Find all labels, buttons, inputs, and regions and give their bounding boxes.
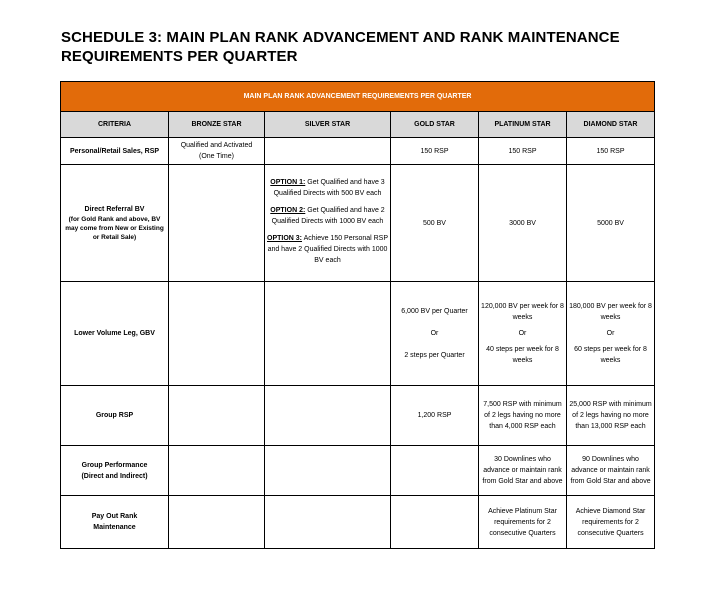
cell-group-perf-gold bbox=[391, 446, 479, 496]
header-gold-star: GOLD STAR bbox=[391, 112, 479, 138]
cell-payout-silver bbox=[265, 496, 391, 549]
criteria-lower-volume-leg: Lower Volume Leg, GBV bbox=[61, 282, 169, 386]
row-direct-referral bbox=[61, 165, 655, 282]
criteria-direct-referral-note: (for Gold Rank and above, BV may come from New or Existing or Retail Sale) bbox=[65, 216, 164, 241]
cell-lower-diamond bbox=[567, 282, 655, 386]
cell-group-rsp-diamond: 25,000 RSP with minimum of 2 legs having no more than 13,000 RSP each bbox=[567, 386, 655, 446]
criteria-group-performance bbox=[61, 446, 169, 496]
option-2-text: Get Qualified and have 2 Qualified Directs with 1000 BV each bbox=[271, 207, 385, 225]
row-payout-maintenance bbox=[61, 496, 655, 549]
cell-referral-silver bbox=[265, 165, 391, 282]
option-3-label: OPTION 3: bbox=[267, 235, 303, 242]
cell-lower-platinum bbox=[479, 282, 567, 386]
cell-personal-silver bbox=[265, 138, 391, 165]
cell-group-perf-bronze bbox=[169, 446, 265, 496]
cell-group-rsp-gold: 1,200 RSP bbox=[391, 386, 479, 446]
cell-group-perf-platinum: 30 Downlines who advance or maintain rank from Gold Star and above bbox=[479, 446, 567, 496]
header-silver-star: SILVER STAR bbox=[265, 112, 391, 138]
cell-group-rsp-silver bbox=[265, 386, 391, 446]
cell-group-rsp-platinum: 7,500 RSP with minimum of 2 legs having no more than 4,000 RSP each bbox=[479, 386, 567, 446]
cell-group-perf-diamond: 90 Downlines who advance or maintain rank from Gold Star and above bbox=[567, 446, 655, 496]
silver-option-2 bbox=[267, 205, 388, 227]
header-platinum-star: PLATINUM STAR bbox=[479, 112, 567, 138]
payout-label: Pay Out Rank bbox=[91, 513, 138, 520]
cell-referral-gold: 500 BV bbox=[391, 165, 479, 282]
header-criteria: CRITERIA bbox=[61, 112, 169, 138]
cell-payout-gold bbox=[391, 496, 479, 549]
cell-lower-silver bbox=[265, 282, 391, 386]
cell-personal-platinum: 150 RSP bbox=[479, 138, 567, 165]
requirements-table bbox=[60, 81, 655, 549]
option-1-text: Get Qualified and have 3 Qualified Directs with 500 BV each bbox=[273, 179, 385, 197]
table-banner-row bbox=[61, 82, 655, 112]
cell-referral-platinum: 3000 BV bbox=[479, 165, 567, 282]
header-diamond-star: DIAMOND STAR bbox=[567, 112, 655, 138]
table-banner: MAIN PLAN RANK ADVANCEMENT REQUIREMENTS PER QUARTER bbox=[61, 82, 655, 112]
cell-lower-gold bbox=[391, 282, 479, 386]
criteria-direct-referral-label: Direct Referral BV bbox=[84, 206, 145, 213]
bronze-qualified-text: Qualified and Activated bbox=[180, 142, 253, 149]
cell-referral-diamond: 5000 BV bbox=[567, 165, 655, 282]
cell-referral-bronze bbox=[169, 165, 265, 282]
row-group-performance bbox=[61, 446, 655, 496]
cell-payout-bronze bbox=[169, 496, 265, 549]
criteria-personal-sales: Personal/Retail Sales, RSP bbox=[61, 138, 169, 165]
row-personal-sales bbox=[61, 138, 655, 165]
cell-payout-diamond: Achieve Diamond Star requirements for 2 consecutive Quarters bbox=[567, 496, 655, 549]
cell-payout-platinum: Achieve Platinum Star requirements for 2 consecutive Quarters bbox=[479, 496, 567, 549]
criteria-group-rsp: Group RSP bbox=[61, 386, 169, 446]
platinum-bv-option: 120,000 BV per week for 8 weeks bbox=[481, 303, 564, 321]
row-lower-volume-leg bbox=[61, 282, 655, 386]
silver-option-1 bbox=[267, 177, 388, 199]
silver-option-3 bbox=[267, 233, 388, 266]
header-bronze-star: BRONZE STAR bbox=[169, 112, 265, 138]
gold-or: Or bbox=[430, 330, 439, 337]
option-1-label: OPTION 1: bbox=[270, 179, 306, 186]
cell-personal-gold: 150 RSP bbox=[391, 138, 479, 165]
table-header-row bbox=[61, 112, 655, 138]
group-performance-sub: (Direct and Indirect) bbox=[81, 472, 148, 480]
bronze-one-time-text: (One Time) bbox=[198, 153, 234, 160]
platinum-or: Or bbox=[518, 330, 527, 337]
gold-steps-option: 2 steps per Quarter bbox=[404, 352, 465, 359]
title-line-2: REQUIREMENTS PER QUARTER bbox=[61, 48, 298, 65]
diamond-steps-option: 60 steps per week for 8 weeks bbox=[574, 346, 647, 364]
option-3-text: Achieve 150 Personal RSP and have 2 Qualified Directs with 1000 BV each bbox=[267, 235, 389, 264]
diamond-bv-option: 180,000 BV per week for 8 weeks bbox=[569, 303, 652, 321]
diamond-or: Or bbox=[606, 330, 615, 337]
group-performance-label: Group Performance bbox=[81, 461, 148, 469]
cell-group-perf-silver bbox=[265, 446, 391, 496]
cell-personal-bronze bbox=[169, 138, 265, 165]
gold-bv-option: 6,000 BV per Quarter bbox=[401, 308, 468, 315]
payout-sub: Maintenance bbox=[93, 524, 136, 531]
row-group-rsp bbox=[61, 386, 655, 446]
option-2-label: OPTION 2: bbox=[270, 207, 306, 214]
cell-personal-diamond: 150 RSP bbox=[567, 138, 655, 165]
criteria-direct-referral bbox=[61, 165, 169, 282]
title-line-1: SCHEDULE 3: MAIN PLAN RANK ADVANCEMENT AND RANK MAINTENANCE bbox=[61, 29, 620, 46]
criteria-payout-maintenance bbox=[61, 496, 169, 549]
platinum-steps-option: 40 steps per week for 8 weeks bbox=[486, 346, 559, 364]
cell-lower-bronze bbox=[169, 282, 265, 386]
cell-group-rsp-bronze bbox=[169, 386, 265, 446]
document-title bbox=[61, 28, 661, 66]
